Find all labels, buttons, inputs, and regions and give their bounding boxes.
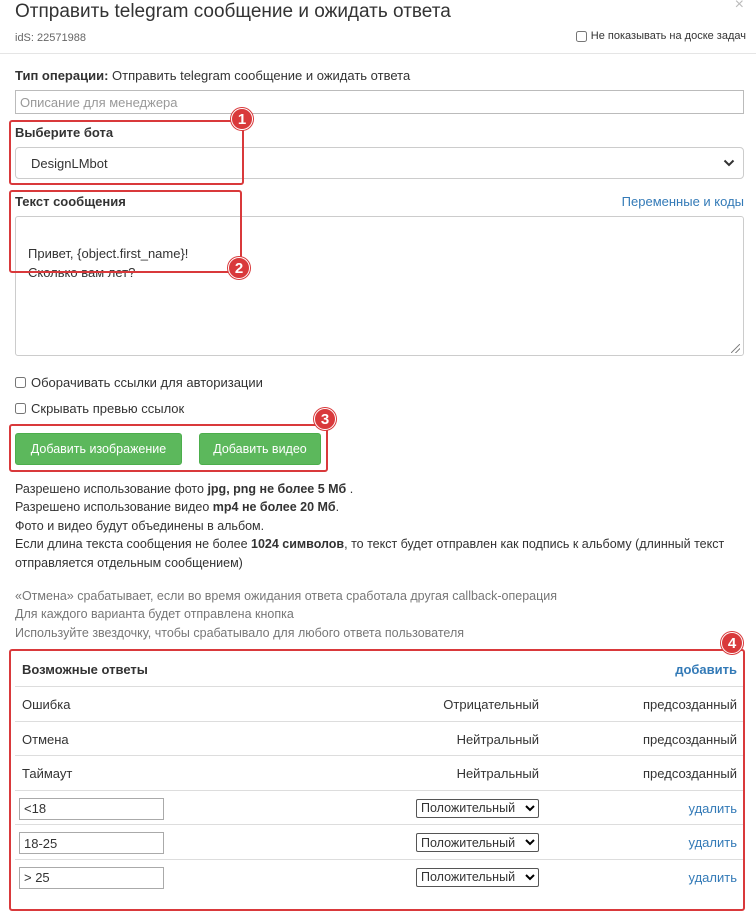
wrap-links-checkbox[interactable] — [15, 377, 26, 388]
answer-value-input[interactable] — [19, 867, 164, 889]
answer-value-input[interactable] — [19, 832, 164, 854]
close-icon[interactable]: × — [734, 0, 744, 13]
add-video-button[interactable]: Добавить видео — [199, 433, 321, 465]
modal-title: Отправить telegram сообщение и ожидать ответа — [15, 1, 451, 22]
possible-answers-panel — [15, 651, 744, 895]
message-text: Привет, {object.first_name}! Сколько вам лет? — [28, 246, 189, 280]
note-line: Для каждого варианта будет отправлена кнопка — [15, 607, 294, 622]
answer-type: Нейтральный — [456, 731, 539, 747]
answer-type-select[interactable] — [416, 868, 539, 887]
chevron-down-icon — [525, 834, 535, 853]
note-line: Используйте звездочку, чтобы срабатывало для любого ответа пользователя — [15, 625, 465, 640]
answer-row-fixed — [15, 756, 744, 791]
answer-status: предсозданный — [643, 766, 737, 782]
bot-select-value: DesignLMbot — [31, 155, 108, 171]
answer-status: предсозданный — [643, 731, 737, 747]
wrap-links-option[interactable] — [15, 375, 263, 390]
annotation-badge-4: 4 — [721, 632, 743, 654]
info-line-photo: Разрешено использование фото jpg, png не более 5 Мб . — [15, 482, 354, 496]
answer-row-fixed — [15, 687, 744, 722]
resize-handle-icon[interactable] — [731, 344, 740, 353]
message-text-label: Текст сообщения — [15, 194, 126, 209]
note-line: «Отмена» срабатывает, если во время ожидания ответа сработала другая callback-операция — [15, 589, 558, 603]
info-line-caption: Если длина текста сообщения не более 1024 символов, то текст будет отправлен как подпись к альбому (длинный текст отправляется отдельным сообщением) — [15, 537, 725, 570]
chevron-down-icon — [723, 155, 735, 174]
answer-type: Отрицательный — [443, 697, 539, 712]
message-textarea[interactable] — [15, 216, 744, 356]
media-info-text — [15, 480, 745, 572]
answer-status: предсозданный — [643, 697, 737, 712]
hide-preview-checkbox[interactable] — [15, 403, 26, 414]
answer-row-custom — [15, 825, 744, 860]
operation-type-value: Отправить telegram сообщение и ожидать ответа — [108, 68, 411, 83]
info-line-video: Разрешено использование видео mp4 не более 20 Мб. — [15, 500, 340, 515]
info-line-album: Фото и видео будут объединены в альбом. — [15, 518, 265, 533]
answers-title: Возможные ответы — [22, 662, 148, 677]
answer-type-select[interactable] — [416, 833, 539, 852]
variables-and-codes-link[interactable]: Переменные и коды — [621, 194, 744, 209]
operation-type — [15, 68, 410, 83]
hide-board-label: Не показывать на доске задач — [590, 30, 746, 42]
answer-type-value: Положительный — [421, 801, 516, 816]
annotation-badge-1: 1 — [231, 108, 253, 130]
answers-header — [15, 651, 744, 687]
answer-type: Нейтральный — [456, 766, 539, 782]
operation-type-label: Тип операции: — [15, 68, 109, 83]
hide-board-option[interactable] — [576, 30, 746, 42]
bot-select[interactable] — [15, 147, 744, 179]
annotation-badge-2: 2 — [228, 257, 250, 279]
wrap-links-label: Оборачивать ссылки для авторизации — [31, 375, 263, 390]
delete-answer-link[interactable]: удалить — [688, 869, 737, 885]
answer-row-custom — [15, 791, 744, 826]
add-answer-link[interactable]: добавить — [675, 662, 737, 677]
hide-preview-label: Скрывать превью ссылок — [31, 401, 185, 416]
answer-row-fixed — [15, 722, 744, 757]
chevron-down-icon — [525, 869, 535, 888]
answers-notes — [15, 587, 557, 642]
chevron-down-icon — [525, 800, 535, 819]
answer-value-input[interactable] — [19, 798, 164, 820]
answer-name: Ошибка — [22, 697, 71, 712]
add-image-button[interactable]: Добавить изображение — [15, 433, 182, 465]
answer-type-value: Положительный — [421, 835, 516, 850]
modal-header — [0, 0, 756, 54]
hide-board-checkbox[interactable] — [576, 31, 587, 42]
annotation-badge-3: 3 — [314, 408, 336, 430]
answer-type-select[interactable] — [416, 799, 539, 818]
delete-answer-link[interactable]: удалить — [688, 835, 737, 851]
delete-answer-link[interactable]: удалить — [688, 800, 737, 816]
answer-name: Отмена — [22, 731, 69, 747]
manager-description-input[interactable] — [15, 90, 744, 114]
bot-label: Выберите бота — [15, 125, 114, 140]
answer-type-value: Положительный — [421, 870, 516, 885]
ids-label: idS: 22571988 — [15, 32, 86, 44]
answer-row-custom — [15, 860, 744, 895]
hide-preview-option[interactable] — [15, 401, 184, 416]
answer-name: Таймаут — [22, 766, 73, 782]
